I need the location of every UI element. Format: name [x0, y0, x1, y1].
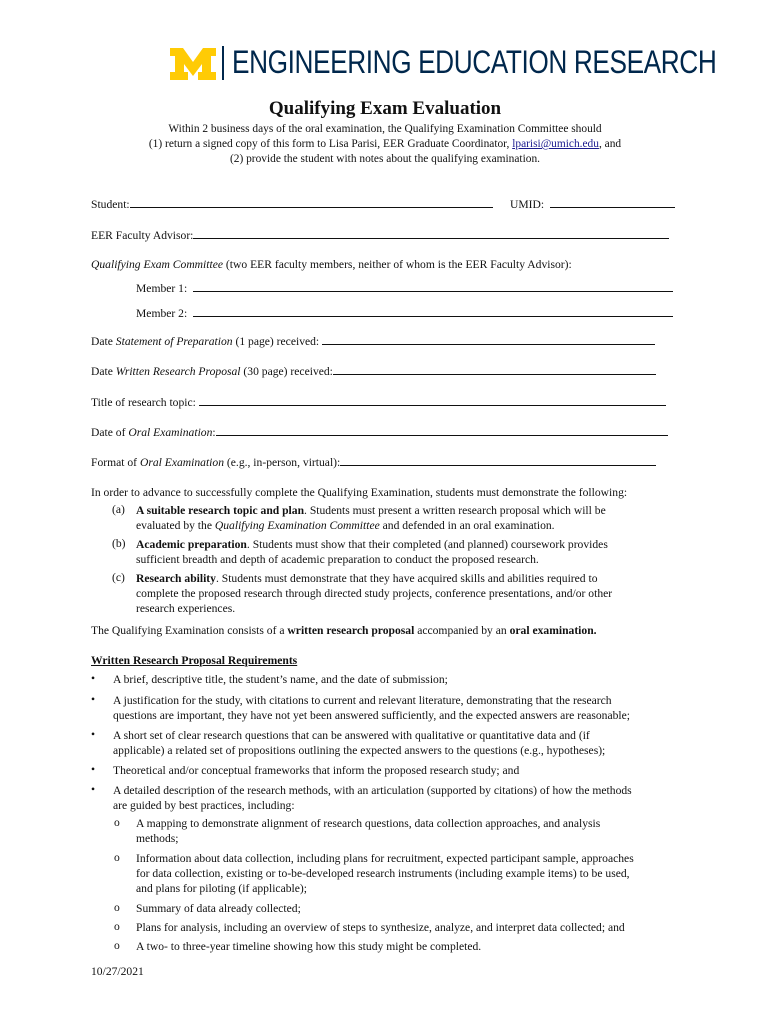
- criterion-c: Research ability. Students must demonstrate that they have acquired skills and abilities required to: [136, 572, 598, 585]
- student-blank[interactable]: [130, 197, 493, 208]
- logo-divider: [222, 46, 224, 80]
- topic-blank[interactable]: [199, 395, 666, 406]
- footer-date: 10/27/2021: [91, 965, 144, 978]
- topic-field: Title of research topic:: [91, 395, 666, 409]
- page-title: Qualifying Exam Evaluation: [268, 98, 502, 119]
- intro-line-2: (1) return a signed copy of this form to Lisa Parisi, EER Graduate Coordinator, lparisi@umich.edu, and: [148, 138, 622, 150]
- oral-date-blank[interactable]: [216, 425, 668, 436]
- proposal-date-blank[interactable]: [333, 364, 656, 375]
- bullet-icon: •: [91, 672, 96, 685]
- intro-line-1: Within 2 business days of the oral examination, the Qualifying Examination Committee should: [168, 123, 602, 135]
- bullet-icon: •: [91, 783, 96, 796]
- committee-label: Qualifying Exam Committee (two EER faculty members, neither of whom is the EER Faculty Advisor):: [91, 258, 572, 271]
- sub-requirement-3: Summary of data already collected;: [136, 902, 301, 915]
- advance-lead: In order to advance to successfully complete the Qualifying Examination, students must demonstrate the following:: [91, 486, 628, 499]
- oral-date-field: Date of Oral Examination:: [91, 425, 668, 439]
- oral-format-field: Format of Oral Examination (e.g., in-person, virtual):: [91, 455, 656, 469]
- bullet-icon: •: [91, 728, 96, 741]
- sub-bullet-icon: o: [114, 816, 120, 829]
- advisor-field: EER Faculty Advisor:: [91, 228, 669, 242]
- umid-blank[interactable]: [550, 197, 675, 208]
- member-2-field: Member 2:: [136, 306, 673, 320]
- sub-bullet-icon: o: [114, 901, 120, 914]
- michigan-block-m-logo: [170, 48, 216, 80]
- student-field: Student:: [91, 197, 493, 211]
- intro-line-3: (2) provide the student with notes about the qualifying examination.: [229, 153, 540, 165]
- email-link[interactable]: lparisi@umich.edu: [512, 138, 599, 150]
- sub-bullet-icon: o: [114, 939, 120, 952]
- criterion-b: Academic preparation. Students must show that their completed (and planned) coursework provides: [136, 538, 608, 551]
- sub-bullet-icon: o: [114, 851, 120, 864]
- statement-date-field: Date Statement of Preparation (1 page) received:: [91, 334, 655, 348]
- requirement-2: A justification for the study, with citations to current and relevant literature, demonstrating that the research: [113, 694, 612, 707]
- sub-requirement-5: A two- to three-year timeline showing how this study might be completed.: [136, 940, 482, 953]
- criteria-list: (a) A suitable research topic and plan. Students must present a written research proposal which will be evaluated by the Qualifying Examination Committee and defended in an oral examination. (b) Academic preparation. Students must show that their completed (and planned) coursework provides sufficient breadth and depth of academic preparation to conduct the proposed research. (c) Research ability. Students must demonstrate that they have acquired skills and abilities required to complete the proposed research through directed study projects, conference presentations, and/or other research experiences.: [112, 503, 613, 615]
- proposal-date-field: Date Written Research Proposal (30 page) received:: [91, 364, 656, 378]
- requirements-list: • A brief, descriptive title, the student’s name, and the date of submission; • A justification for the study, with citations to current and relevant literature, demonstrating that the research questions are important, they have not yet been answered sufficiently, and the expected answers are reasonable; • A short set of clear research questions that can be answered with qualitative or quantitative data and (if applicable) a related set of propositions outlining the expected answers to the questions (e.g., hypotheses); • Theoretical and/or conceptual frameworks that inform the proposed research study; and • A detailed description of the research methods, with an articulation (supported by citations) of how the methods are guided by best practices, including: o A mapping to demonstrate alignment of research questions, data collection approaches, and analysis methods; o Information about data collection, including plans for recruitment, expected participant sample, approaches for data collection, existing or to-be-developed research instruments (including example items) to be used, and plans for piloting (if applicable); o Summary of data already collected; o Plans for analysis, including an overview of steps to synthesize, analyze, and interpret data collected; and o A two- to three-year timeline showing how this study might be completed.: [91, 672, 634, 953]
- member-1-blank[interactable]: [193, 281, 673, 292]
- criterion-a: A suitable research topic and plan. Students must present a written research proposal which will be: [136, 504, 606, 517]
- statement-date-blank[interactable]: [322, 334, 655, 345]
- sub-bullet-icon: o: [114, 920, 120, 933]
- requirements-heading: Written Research Proposal Requirements: [91, 654, 298, 667]
- sub-requirement-2: Information about data collection, including plans for recruitment, expected participant sample, approaches: [136, 852, 634, 865]
- umid-field: UMID:: [510, 197, 675, 211]
- eer-logo: [170, 44, 717, 84]
- logo-text: ENGINEERING EDUCATION RESEARCH: [232, 44, 717, 80]
- member-1-field: Member 1:: [136, 281, 673, 295]
- bullet-icon: •: [91, 763, 96, 776]
- sub-requirement-1: A mapping to demonstrate alignment of research questions, data collection approaches, and analysis: [136, 817, 601, 830]
- bullet-icon: •: [91, 693, 96, 706]
- requirement-3: A short set of clear research questions that can be answered with qualitative or quantitative data and (if: [113, 729, 590, 742]
- requirement-5: A detailed description of the research methods, with an articulation (supported by citations) of how the methods: [113, 784, 632, 797]
- advisor-blank[interactable]: [193, 228, 669, 239]
- requirement-1: A brief, descriptive title, the student’s name, and the date of submission;: [113, 673, 448, 686]
- member-2-blank[interactable]: [193, 306, 673, 317]
- requirement-4: Theoretical and/or conceptual frameworks that inform the proposed research study; and: [113, 764, 520, 777]
- oral-format-blank[interactable]: [340, 455, 656, 466]
- consists-statement: The Qualifying Examination consists of a written research proposal accompanied by an oral examination.: [91, 624, 597, 637]
- sub-requirement-4: Plans for analysis, including an overview of steps to synthesize, analyze, and interpret data collected; and: [136, 921, 625, 934]
